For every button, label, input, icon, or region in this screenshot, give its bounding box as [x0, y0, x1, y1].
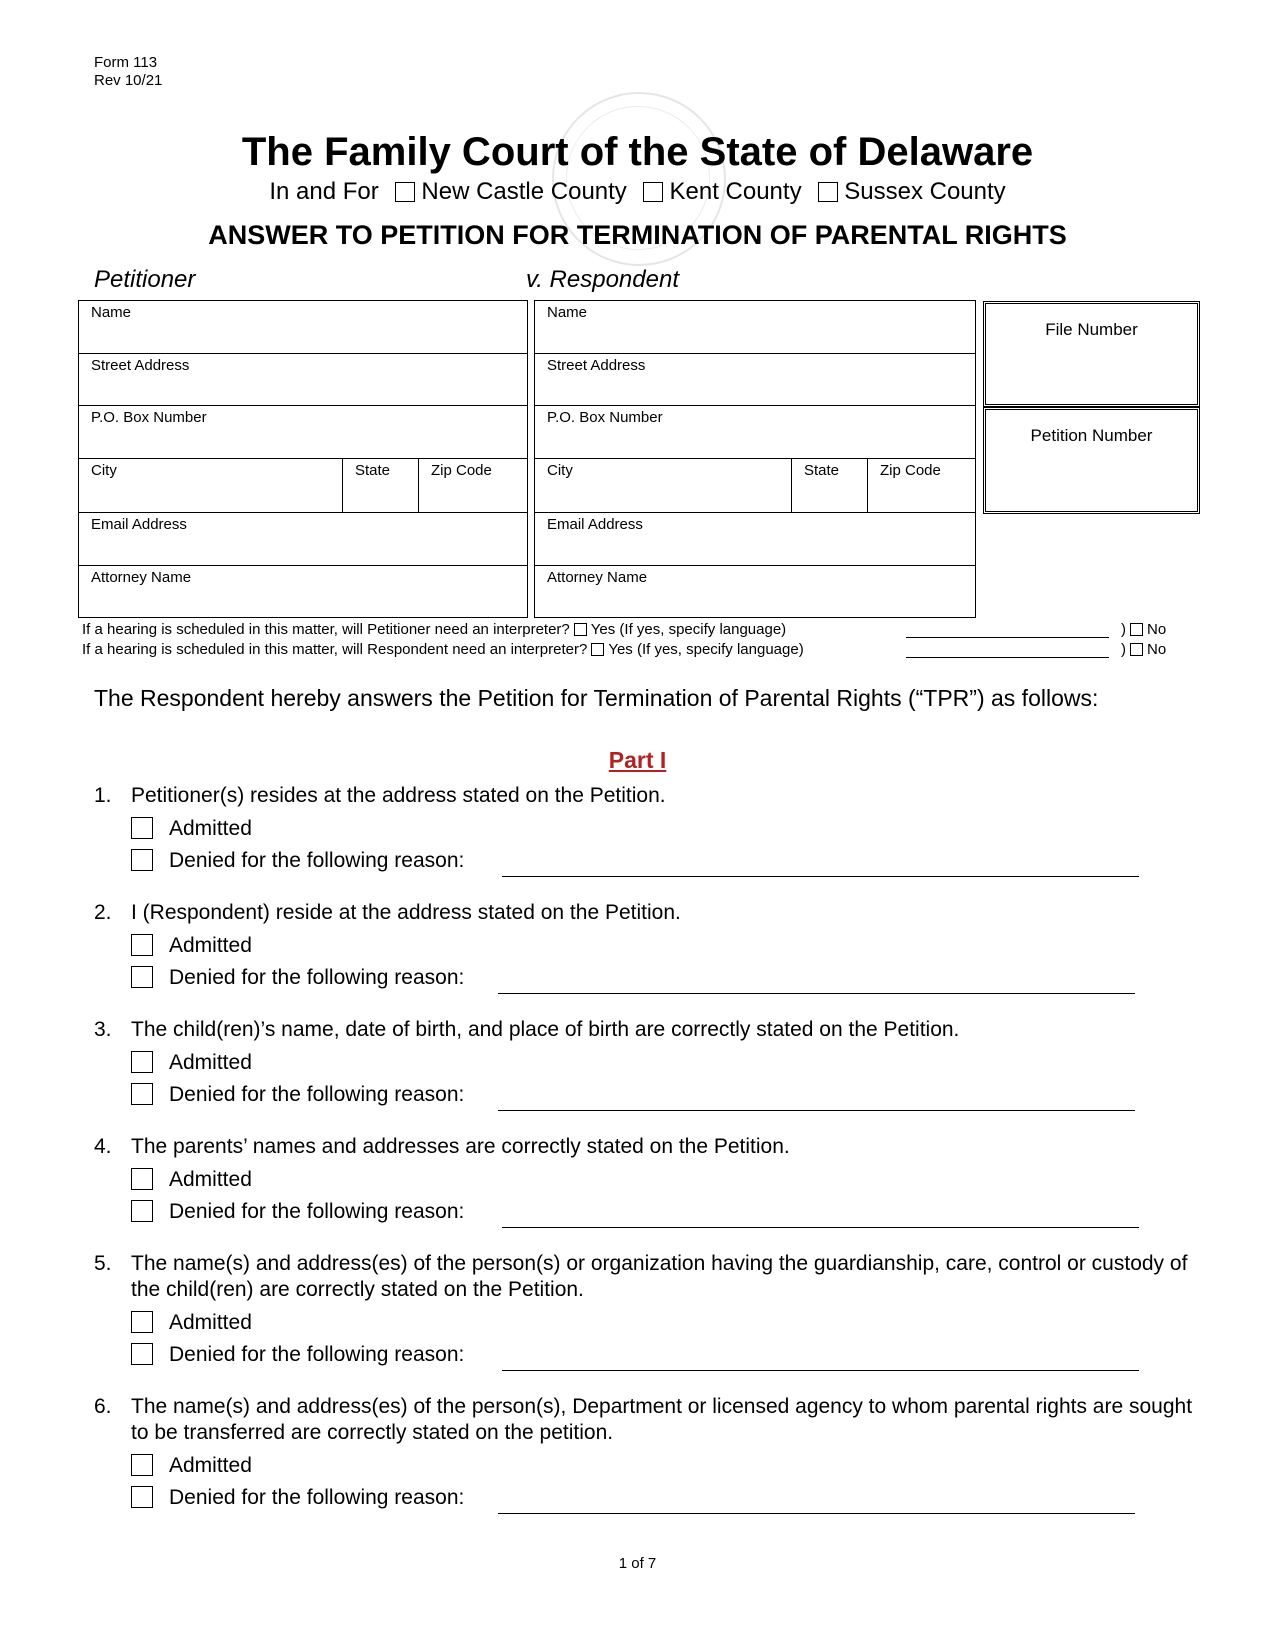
- q2-admitted-option[interactable]: [131, 933, 252, 959]
- petitioner-language-input[interactable]: [906, 637, 1109, 638]
- close-paren: ): [1121, 641, 1126, 658]
- petitioner-interpreter-question: [82, 621, 786, 638]
- q6-admitted-option[interactable]: [131, 1453, 252, 1479]
- question-text: The child(ren)’s name, date of birth, and place of birth are correctly stated on the Petition.: [131, 1018, 960, 1041]
- field-label: Email Address: [91, 516, 187, 533]
- admitted-label: Admitted: [169, 934, 252, 957]
- denied-label: Denied for the following reason:: [169, 1343, 465, 1366]
- field-label: Email Address: [547, 516, 643, 533]
- respondent-city-field[interactable]: [535, 459, 792, 513]
- petitioner-label: Petitioner: [94, 266, 196, 293]
- page-number: 1 of 7: [618, 1555, 657, 1572]
- admitted-label: Admitted: [169, 817, 252, 840]
- respondent-name-field[interactable]: [535, 301, 976, 354]
- q4-admitted-checkbox[interactable]: [131, 1168, 153, 1190]
- in-and-for-label: In and For: [269, 178, 379, 205]
- petitioner-info-table: [78, 300, 528, 618]
- respondent-pobox-field[interactable]: [535, 406, 976, 459]
- field-label: Street Address: [547, 357, 646, 374]
- field-label: Street Address: [91, 357, 190, 374]
- question-number: 5.: [94, 1252, 112, 1275]
- q2-reason-input[interactable]: [498, 993, 1135, 994]
- question-text: The name(s) and address(es) of the person(s) or organization having the guardianship, care, control or custody of the child(ren) are correctly stated on the Petition.: [131, 1252, 1188, 1301]
- field-label: Attorney Name: [91, 569, 192, 586]
- petitioner-state-field[interactable]: [343, 459, 419, 513]
- q5-reason-input[interactable]: [502, 1370, 1139, 1371]
- no-label: No: [1147, 641, 1167, 658]
- yes-label: Yes (If yes, specify language): [608, 641, 804, 658]
- question-number: 1.: [94, 784, 112, 807]
- respondent-interpreter-no: [1121, 641, 1166, 658]
- respondent-interpreter-no-checkbox[interactable]: [1130, 643, 1143, 656]
- sussex-label: Sussex County: [844, 178, 1006, 205]
- respondent-info-table: [534, 300, 976, 618]
- q4-denied-checkbox[interactable]: [131, 1200, 153, 1222]
- field-label: P.O. Box Number: [547, 409, 663, 426]
- respondent-interpreter-question: [82, 641, 804, 658]
- question-number: 3.: [94, 1018, 112, 1041]
- no-label: No: [1147, 621, 1167, 638]
- q2-admitted-checkbox[interactable]: [131, 934, 153, 956]
- q3-admitted-option[interactable]: [131, 1050, 252, 1076]
- field-label: Zip Code: [431, 462, 492, 479]
- field-label: P.O. Box Number: [91, 409, 207, 426]
- petitioner-attorney-field[interactable]: [79, 566, 528, 618]
- document-title: ANSWER TO PETITION FOR TERMINATION OF PARENTAL RIGHTS: [208, 220, 1067, 250]
- q5-denied-checkbox[interactable]: [131, 1343, 153, 1365]
- field-label: State: [804, 462, 840, 479]
- q2-denied-checkbox[interactable]: [131, 966, 153, 988]
- question-5: [94, 1251, 1194, 1303]
- question-number: 6.: [94, 1395, 112, 1418]
- field-label: City: [91, 462, 117, 479]
- q6-denied-checkbox[interactable]: [131, 1486, 153, 1508]
- respondent-street-field[interactable]: [535, 354, 976, 406]
- respondent-zip-field[interactable]: [868, 459, 976, 513]
- q4-admitted-option[interactable]: [131, 1167, 252, 1193]
- court-title: The Family Court of the State of Delaware: [241, 130, 1034, 174]
- denied-label: Denied for the following reason:: [169, 849, 465, 872]
- field-label: Attorney Name: [547, 569, 648, 586]
- petitioner-interpreter-yes-checkbox[interactable]: [574, 623, 587, 636]
- petitioner-city-field[interactable]: [79, 459, 343, 513]
- part-title: Part I: [608, 747, 667, 773]
- q3-reason-input[interactable]: [498, 1110, 1135, 1111]
- question-text: The parents’ names and addresses are correctly stated on the Petition.: [131, 1135, 790, 1158]
- q3-denied-checkbox[interactable]: [131, 1083, 153, 1105]
- petitioner-email-field[interactable]: [79, 513, 528, 566]
- question-text: If a hearing is scheduled in this matter, will Respondent need an interpreter?: [82, 641, 588, 658]
- respondent-language-input[interactable]: [906, 657, 1109, 658]
- petitioner-zip-field[interactable]: [419, 459, 528, 513]
- q4-denied-option[interactable]: [131, 1199, 464, 1225]
- q6-reason-input[interactable]: [498, 1513, 1135, 1514]
- petitioner-name-field[interactable]: [79, 301, 528, 354]
- denied-label: Denied for the following reason:: [169, 1083, 465, 1106]
- county-selector: [0, 178, 1275, 206]
- petition-number-label: Petition Number: [1030, 426, 1153, 445]
- respondent-interpreter-yes-checkbox[interactable]: [591, 643, 604, 656]
- field-label: Zip Code: [880, 462, 941, 479]
- q6-denied-option[interactable]: [131, 1485, 464, 1511]
- question-4: [94, 1134, 1194, 1160]
- question-1: [94, 783, 1194, 809]
- close-paren: ): [1121, 621, 1126, 638]
- kent-checkbox[interactable]: [643, 182, 663, 202]
- new-castle-label: New Castle County: [421, 178, 627, 205]
- respondent-email-field[interactable]: [535, 513, 976, 566]
- sussex-checkbox[interactable]: [818, 182, 838, 202]
- admitted-label: Admitted: [169, 1454, 252, 1477]
- petitioner-street-field[interactable]: [79, 354, 528, 406]
- intro-paragraph: The Respondent hereby answers the Petition for Termination of Parental Rights (“TPR”) as follows:: [94, 685, 1099, 711]
- question-number: 4.: [94, 1135, 112, 1158]
- question-2: [94, 900, 1194, 926]
- field-label: Name: [91, 304, 132, 321]
- denied-label: Denied for the following reason:: [169, 1200, 465, 1223]
- field-label: State: [355, 462, 391, 479]
- q2-denied-option[interactable]: [131, 965, 464, 991]
- kent-label: Kent County: [669, 178, 802, 205]
- q1-reason-input[interactable]: [502, 876, 1139, 877]
- admitted-label: Admitted: [169, 1311, 252, 1334]
- question-text: The name(s) and address(es) of the person(s), Department or licensed agency to whom parental rights are sought to be transferred are correctly stated on the petition.: [131, 1395, 1193, 1444]
- petition-number-box[interactable]: [983, 407, 1200, 514]
- respondent-attorney-field[interactable]: [535, 566, 976, 618]
- q3-admitted-checkbox[interactable]: [131, 1051, 153, 1073]
- q5-admitted-checkbox[interactable]: [131, 1311, 153, 1333]
- form-number: Form 113: [94, 54, 158, 71]
- petitioner-interpreter-no: [1121, 621, 1166, 638]
- respondent-label: v. Respondent: [526, 266, 679, 293]
- denied-label: Denied for the following reason:: [169, 966, 465, 989]
- admitted-label: Admitted: [169, 1168, 252, 1191]
- denied-label: Denied for the following reason:: [169, 1486, 465, 1509]
- form-identifier: [94, 54, 162, 90]
- petitioner-pobox-field[interactable]: [79, 406, 528, 459]
- question-text: I (Respondent) reside at the address stated on the Petition.: [131, 901, 681, 924]
- field-label: Name: [547, 304, 588, 321]
- q1-admitted-checkbox[interactable]: [131, 817, 153, 839]
- file-number-label: File Number: [1045, 320, 1138, 339]
- respondent-state-field[interactable]: [792, 459, 868, 513]
- question-text: If a hearing is scheduled in this matter, will Petitioner need an interpreter?: [82, 621, 570, 638]
- file-number-box[interactable]: [983, 301, 1200, 407]
- petitioner-interpreter-no-checkbox[interactable]: [1130, 623, 1143, 636]
- q4-reason-input[interactable]: [502, 1227, 1139, 1228]
- form-revision: Rev 10/21: [94, 72, 163, 89]
- question-3: [94, 1017, 1194, 1043]
- question-text: Petitioner(s) resides at the address stated on the Petition.: [131, 784, 666, 807]
- field-label: City: [547, 462, 573, 479]
- question-6: [94, 1394, 1194, 1446]
- yes-label: Yes (If yes, specify language): [590, 621, 787, 638]
- q5-denied-option[interactable]: [131, 1342, 464, 1368]
- q3-denied-option[interactable]: [131, 1082, 464, 1108]
- q1-denied-option[interactable]: [131, 848, 464, 874]
- q6-admitted-checkbox[interactable]: [131, 1454, 153, 1476]
- q1-admitted-option[interactable]: [131, 816, 252, 842]
- question-number: 2.: [94, 901, 112, 924]
- admitted-label: Admitted: [169, 1051, 252, 1074]
- q1-denied-checkbox[interactable]: [131, 849, 153, 871]
- q5-admitted-option[interactable]: [131, 1310, 252, 1336]
- new-castle-checkbox[interactable]: [395, 182, 415, 202]
